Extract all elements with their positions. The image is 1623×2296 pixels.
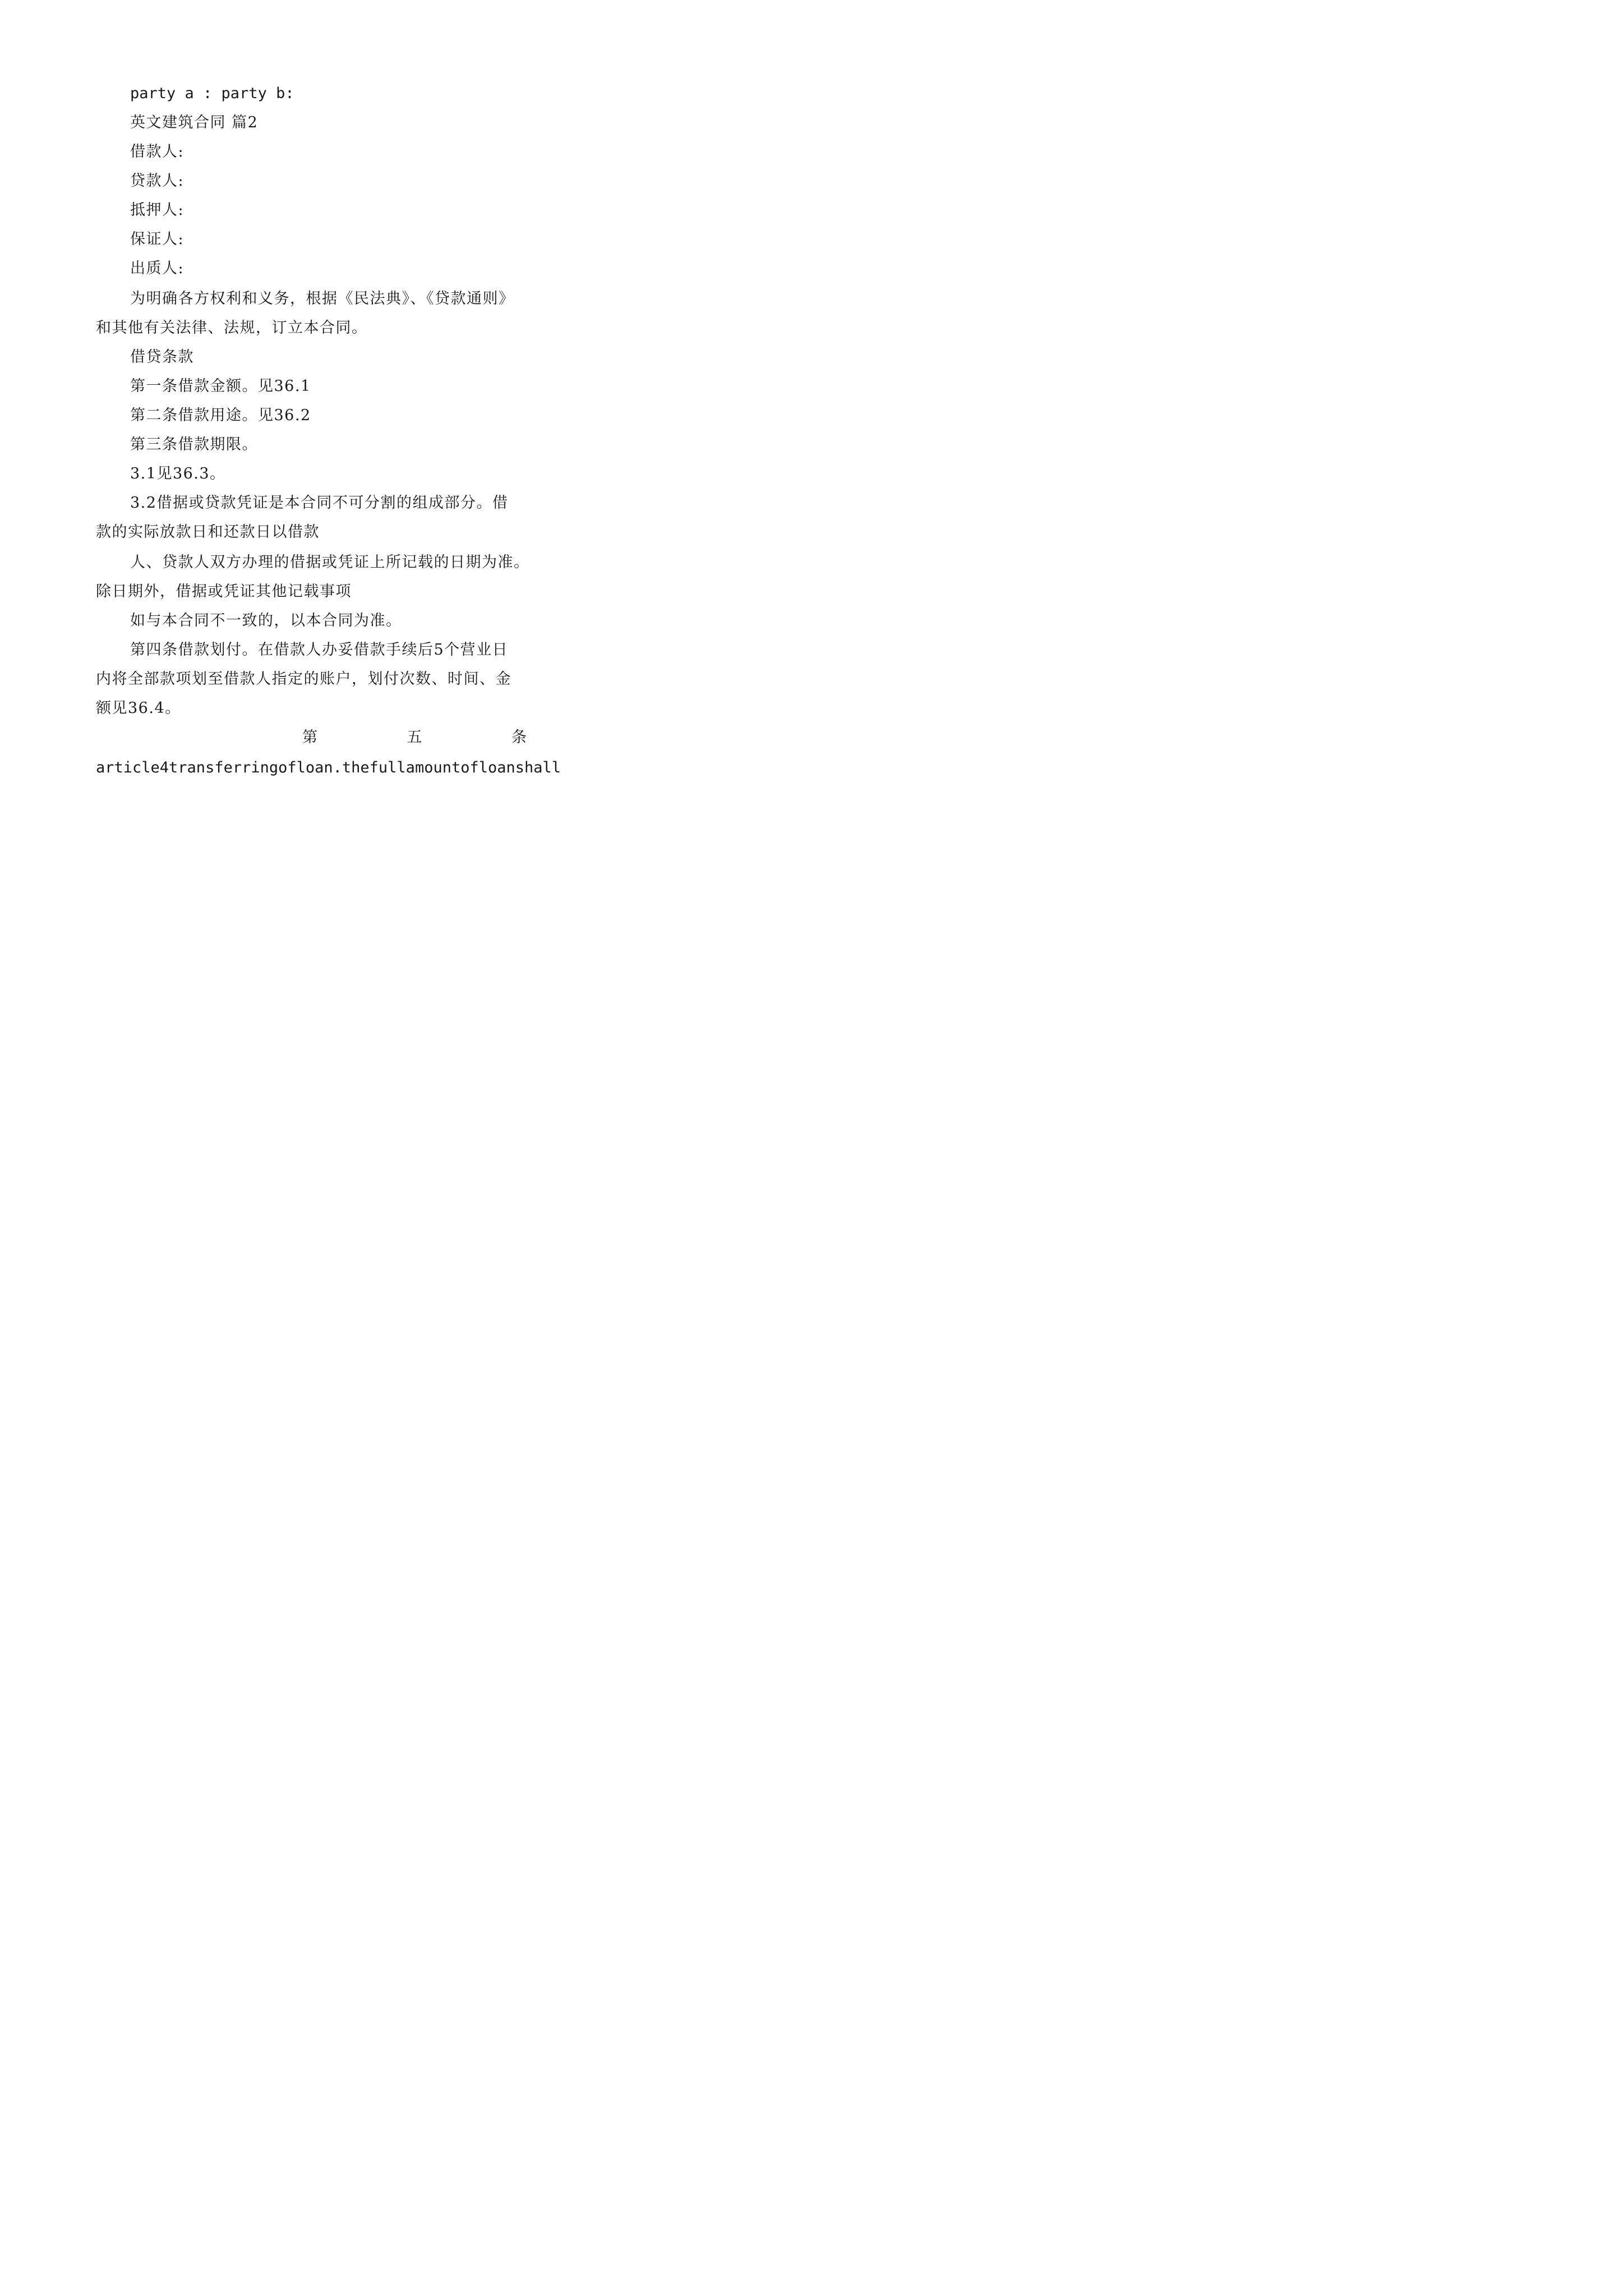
spread-word: 第 [302, 729, 317, 746]
spread-heading [302, 728, 527, 747]
guarantor-field: 保证人: [130, 231, 185, 248]
article-line: 第三条借款期限。 [130, 436, 258, 453]
paragraph-line: 人、贷款人双方办理的借据或凭证上所记载的日期为准。 [130, 554, 530, 571]
clause-line: 3.2借据或贷款凭证是本合同不可分割的组成部分。借 [130, 494, 509, 512]
spread-word: 条 [511, 729, 527, 746]
paragraph-line: 为明确各方权利和义务，根据《民法典》、《贷款通则》 [130, 290, 515, 307]
paragraph-line: 款的实际放款日和还款日以借款 [96, 523, 320, 541]
article-line: 第二条借款用途。见36.2 [130, 407, 311, 424]
paragraph-line: 额见36.4。 [96, 700, 181, 717]
paragraph-line: 内将全部款项划至借款人指定的账户，划付次数、时间、金 [96, 670, 511, 688]
article-line: 第一条借款金额。见36.1 [130, 378, 311, 395]
article-line: 第四条借款划付。在借款人办妥借款手续后5个营业日 [130, 641, 509, 659]
clause-line: 3.1见36.3。 [130, 465, 226, 482]
borrower-field: 借款人: [130, 143, 185, 160]
spread-word: 五 [407, 729, 422, 746]
english-article-line: article4transferringofloan.thefullamountofloanshall [96, 759, 561, 776]
contract-heading: 英文建筑合同 篇2 [130, 114, 259, 131]
party-line: party a : party b: [130, 85, 294, 102]
pledgor-field: 出质人: [130, 260, 185, 277]
paragraph-line: 如与本合同不一致的，以本合同为准。 [130, 612, 402, 629]
document-page [0, 0, 630, 891]
lender-field: 贷款人: [130, 172, 185, 190]
paragraph-line: 除日期外，借据或凭证其他记载事项 [96, 583, 352, 600]
section-heading: 借贷条款 [130, 348, 194, 366]
mortgagor-field: 抵押人: [130, 201, 185, 219]
paragraph-line: 和其他有关法律、法规，订立本合同。 [96, 319, 368, 337]
